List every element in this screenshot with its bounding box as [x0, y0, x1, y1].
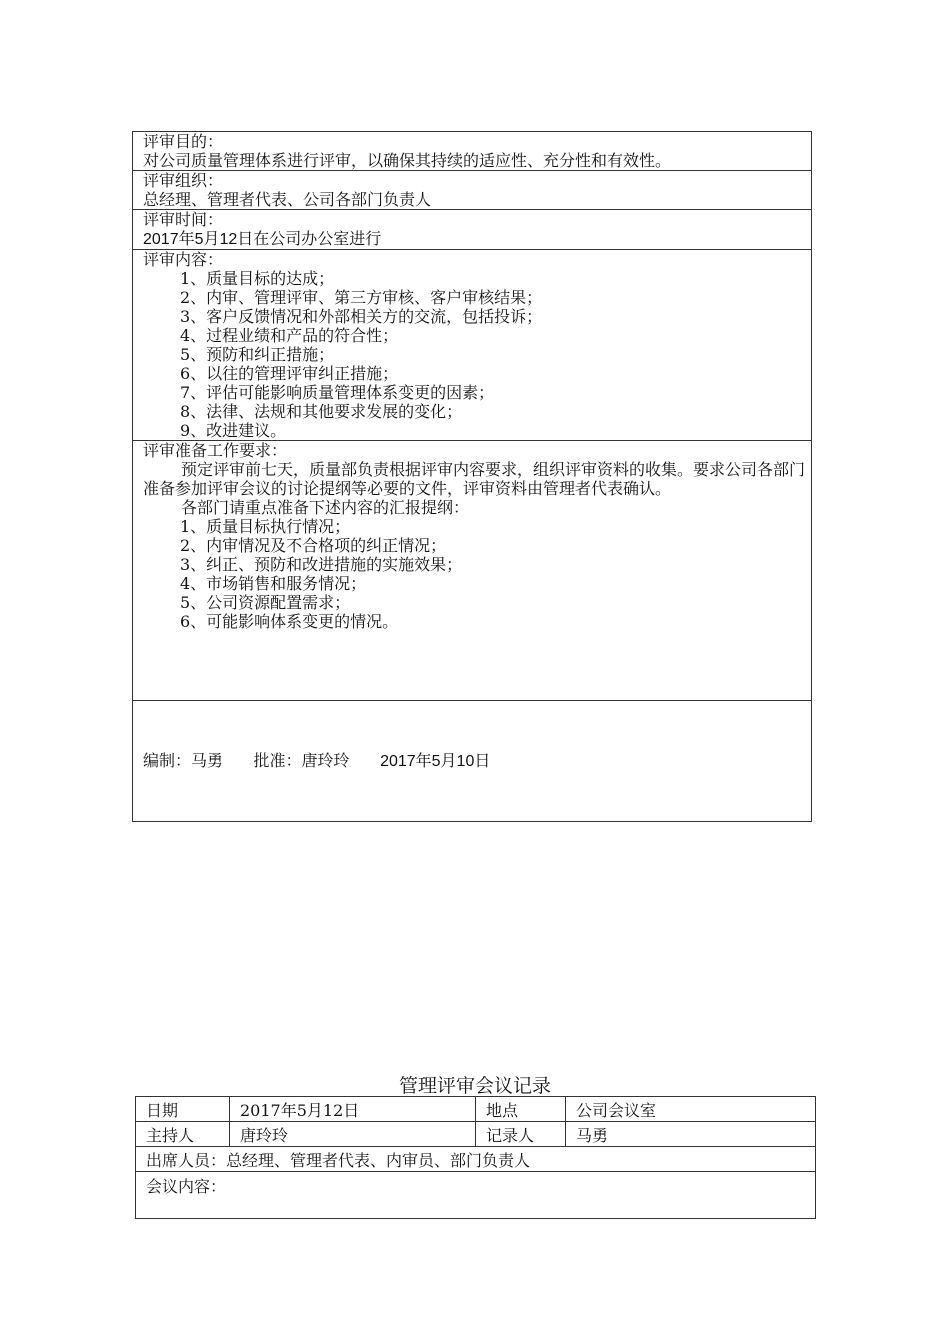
content-label: 评审内容： — [143, 250, 224, 269]
table-row — [136, 1172, 816, 1219]
table-row — [136, 1147, 816, 1172]
time-row — [133, 210, 812, 250]
preparation-row — [133, 441, 812, 701]
list-item: 2、内审、管理评审、第三方审核、客户审核结果； — [180, 288, 543, 307]
content-list — [143, 269, 811, 440]
list-item: 4、过程业绩和产品的符合性； — [180, 326, 399, 345]
preparation-label: 评审准备工作要求： — [143, 441, 288, 460]
list-item: 4、市场销售和服务情况； — [180, 574, 367, 593]
date-value: 2017年5月12日 — [230, 1097, 476, 1122]
attendees: 出席人员：总经理、管理者代表、内审员、部门负责人 — [136, 1147, 816, 1172]
list-item: 6、以往的管理评审纠正措施； — [180, 364, 399, 383]
list-item: 5、预防和纠正措施； — [180, 345, 335, 364]
table-row — [136, 1097, 816, 1122]
signature-row — [133, 701, 812, 822]
list-item: 5、公司资源配置需求； — [180, 593, 351, 612]
recorder-value: 马勇 — [566, 1122, 816, 1147]
purpose-label: 评审目的： — [143, 132, 224, 151]
review-plan-table — [132, 131, 812, 822]
meeting-content-label: 会议内容： — [136, 1172, 816, 1219]
signature-line — [143, 751, 811, 771]
list-item: 8、法律、法规和其他要求发展的变化； — [180, 402, 463, 421]
date-label: 日期 — [136, 1097, 230, 1122]
list-item: 3、纠正、预防和改进措施的实施效果； — [180, 555, 463, 574]
time-value: 2017年5月12日在公司办公室进行 — [143, 231, 382, 248]
content-row — [133, 250, 812, 441]
host-label: 主持人 — [136, 1122, 230, 1147]
organization-value: 总经理、管理者代表、公司各部门负责人 — [143, 190, 432, 209]
list-item: 2、内审情况及不合格项的纠正情况； — [180, 536, 447, 555]
table-row — [136, 1122, 816, 1147]
sign-date: 2017年5月10日 — [380, 753, 491, 770]
list-item: 6、可能影响体系变更的情况。 — [180, 612, 399, 631]
recorder-label: 记录人 — [476, 1122, 566, 1147]
preparation-paragraph: 预定评审前七天，质量部负责根据评审内容要求，组织评审资料的收集。要求公司各部门准备参加评审会议的讨论提纲等必要的文件，评审资料由管理者代表确认。 — [143, 460, 806, 498]
location-label: 地点 — [476, 1097, 566, 1122]
organization-row — [133, 171, 812, 210]
minutes-title: 管理评审会议记录 — [398, 1075, 551, 1097]
preparation-intro: 各部门请重点准备下述内容的汇报提纲： — [181, 498, 470, 517]
location-value: 公司会议室 — [566, 1097, 816, 1122]
time-label: 评审时间： — [143, 210, 224, 229]
list-item: 7、评估可能影响质量管理体系变更的因素； — [180, 383, 495, 402]
approved-by: 批准：唐玲玲 — [253, 751, 350, 770]
prepared-by: 编制：马勇 — [143, 751, 224, 770]
list-item: 1、质量目标的达成； — [180, 269, 335, 288]
preparation-list — [143, 517, 811, 631]
list-item: 1、质量目标执行情况； — [180, 517, 351, 536]
list-item: 3、客户反馈情况和外部相关方的交流，包括投诉； — [180, 307, 543, 326]
host-value: 唐玲玲 — [230, 1122, 476, 1147]
purpose-value: 对公司质量管理体系进行评审，以确保其持续的适应性、充分性和有效性。 — [143, 151, 672, 170]
meeting-minutes-table — [135, 1096, 816, 1219]
purpose-row — [133, 132, 812, 171]
organization-label: 评审组织： — [143, 171, 224, 190]
list-item: 9、改进建议。 — [180, 421, 287, 440]
